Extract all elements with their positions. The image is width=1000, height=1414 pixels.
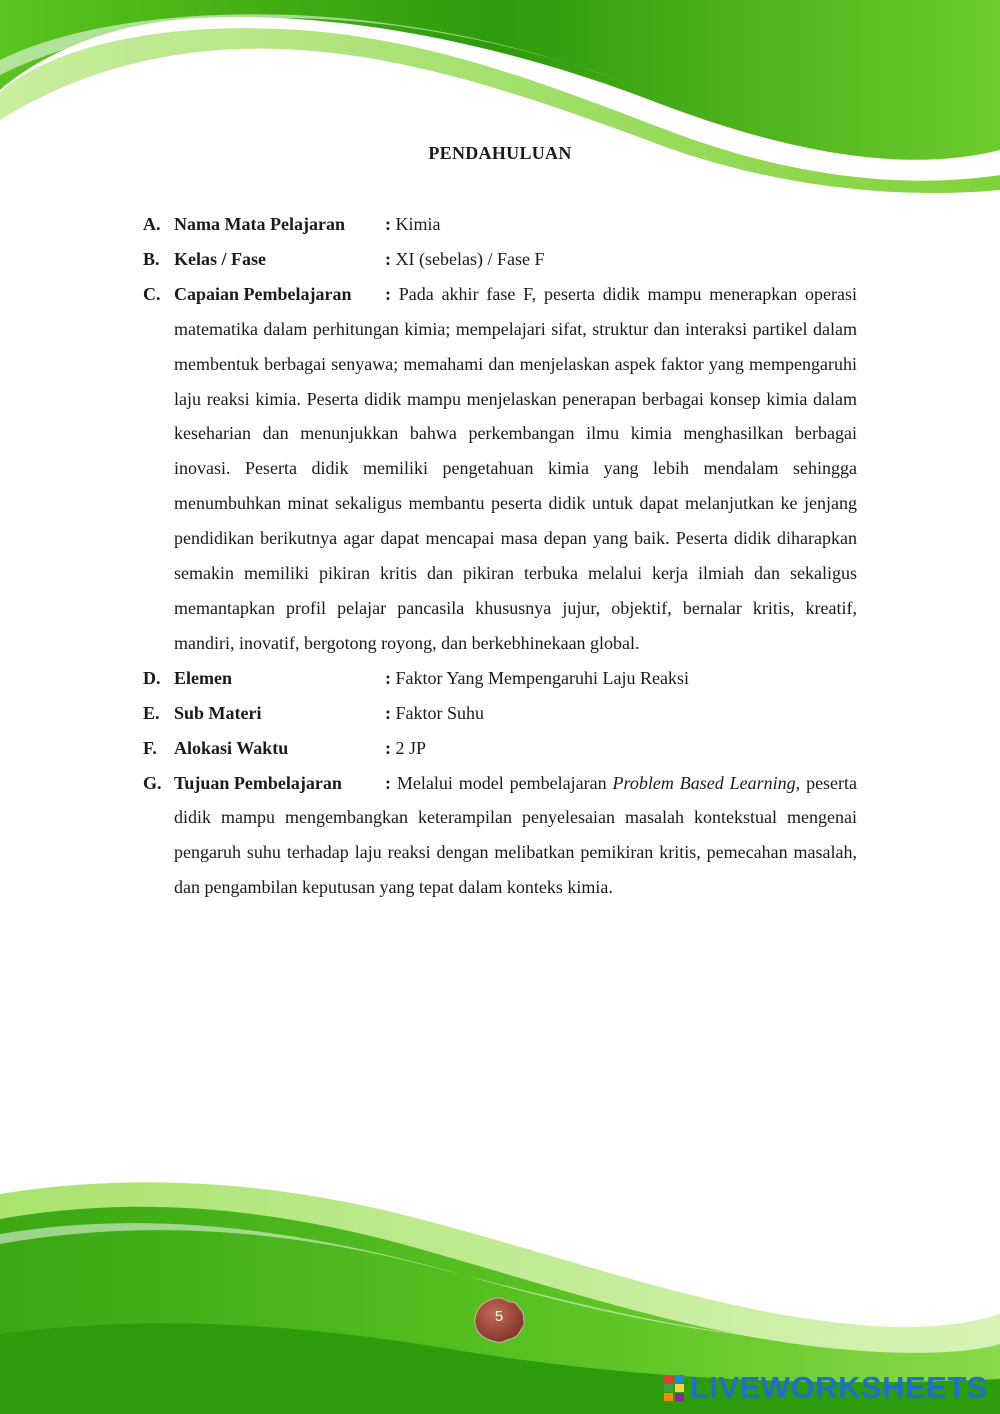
- item-kelas-fase: [143, 242, 857, 277]
- item-capaian-pembelajaran: [143, 277, 857, 661]
- item-letter: C.: [143, 283, 161, 304]
- item-nama-mata-pelajaran: [143, 207, 857, 242]
- item-letter: D.: [143, 667, 161, 688]
- page-number: 5: [494, 1308, 504, 1325]
- item-label: Capaian Pembelajaran: [174, 283, 352, 304]
- item-colon: :: [385, 248, 391, 269]
- item-colon: :: [385, 283, 391, 304]
- item-alokasi-waktu: [143, 731, 857, 766]
- item-value: Faktor Yang Mempengaruhi Laju Reaksi: [395, 667, 689, 688]
- item-letter: A.: [143, 214, 161, 234]
- item-value-before: Melalui model pembelajaran: [396, 772, 607, 793]
- item-value: 2 JP: [395, 737, 427, 758]
- page-title: PENDAHULUAN: [428, 143, 572, 163]
- item-value: Kimia: [395, 214, 441, 234]
- item-colon: :: [385, 737, 391, 758]
- item-colon: :: [385, 772, 391, 793]
- item-value-after: peserta didik mampu mengembangkan keterampilan penyelesaian masalah kontekstual mengenai pengaruh suhu terhadap laju reaksi dengan melibatkan pemikiran kritis, pemecahan masalah, dan pengambilan keputusan yang tepat dalam konteks kimia.: [174, 772, 858, 898]
- item-label: Nama Mata Pelajaran: [174, 214, 345, 234]
- item-letter: B.: [143, 248, 160, 269]
- liveworksheets-brand-text: LIVEWORKSHEETS: [689, 1370, 988, 1405]
- item-label: Tujuan Pembelajaran: [174, 772, 342, 793]
- item-colon: :: [385, 702, 391, 723]
- item-tujuan-pembelajaran: [143, 766, 857, 906]
- item-label: Kelas / Fase: [174, 248, 266, 269]
- intro-content: [143, 207, 857, 905]
- top-wave-decoration: [0, 0, 1000, 200]
- item-label: Sub Materi: [174, 702, 262, 723]
- liveworksheets-logo: [662, 1370, 988, 1406]
- item-value-italic: Problem Based Learning,: [612, 772, 801, 793]
- item-value: Faktor Suhu: [395, 702, 485, 723]
- item-value: Pada akhir fase F, peserta didik mampu menerapkan operasi matematika dalam perhitungan kimia; mempelajari sifat, struktur dan interaksi partikel dalam membentuk berbagai senyawa; memahami dan menjelaskan aspek faktor yang mempengaruhi laju reaksi kimia. Peserta didik mampu menjelaskan penerapan berbagai konsep kimia dalam keseharian dan menunjukkan bahwa perkembangan ilmu kimia menghasilkan berbagai inovasi. Peserta didik memiliki pengetahuan kimia yang lebih mendalam sehingga menumbuhkan minat sekaligus membantu peserta didik untuk dapat melanjutkan ke jenjang pendidikan berikutnya agar dapat mencapai masa depan yang baik. Peserta didik diharapkan semakin memiliki pikiran kritis dan pikiran terbuka melalui kerja ilmiah dan sekaligus memantapkan profil pelajar pancasila khususnya jujur, objektif, bernalar kritis, kreatif, mandiri, inovatif, bergotong royong, dan berkebhinekaan global.: [174, 283, 858, 653]
- item-sub-materi: [143, 696, 857, 731]
- item-elemen: [143, 661, 857, 696]
- item-letter: G.: [143, 772, 162, 793]
- item-label: Alokasi Waktu: [174, 737, 289, 758]
- item-colon: :: [385, 214, 391, 234]
- item-letter: F.: [143, 737, 157, 758]
- item-value: XI (sebelas) / Fase F: [395, 248, 545, 269]
- item-colon: :: [385, 667, 391, 688]
- item-label: Elemen: [174, 667, 232, 688]
- item-letter: E.: [143, 702, 160, 723]
- liveworksheets-cubes-icon: [662, 1373, 686, 1403]
